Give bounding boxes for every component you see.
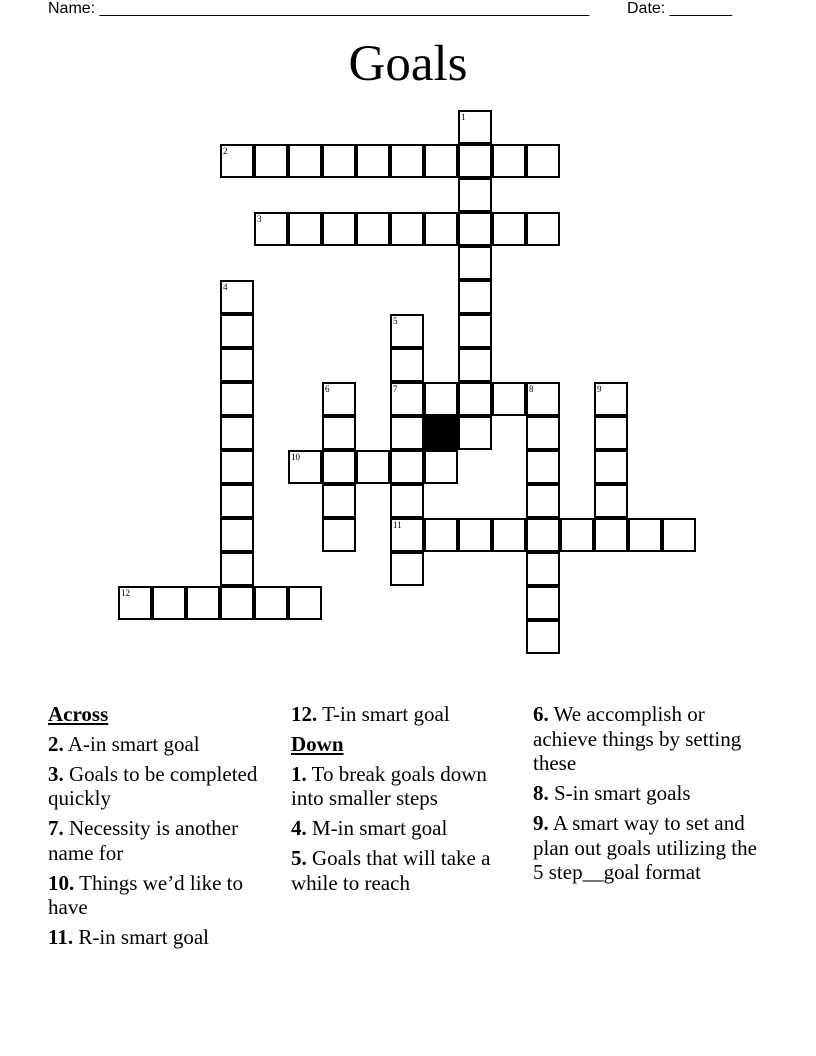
across-clue-list-continued [291, 702, 521, 727]
clue-item-number: 5. [291, 846, 307, 870]
name-field-label[interactable]: Name: _______________________________________________________ [48, 0, 589, 17]
clue-number: 10 [291, 452, 300, 462]
grid-cell[interactable] [526, 586, 560, 620]
grid-cell[interactable] [220, 382, 254, 416]
clue-number: 7 [393, 384, 398, 394]
grid-cell[interactable] [526, 416, 560, 450]
clue-item-number: 4. [291, 816, 307, 840]
grid-cell[interactable] [628, 518, 662, 552]
grid-cell[interactable] [594, 450, 628, 484]
grid-cell[interactable] [526, 144, 560, 178]
grid-cell[interactable] [322, 144, 356, 178]
grid-cell[interactable] [390, 382, 424, 416]
grid-cell[interactable] [458, 280, 492, 314]
across-heading: Across [48, 702, 109, 726]
grid-cell[interactable] [424, 450, 458, 484]
grid-cell[interactable] [322, 382, 356, 416]
clue-item [533, 702, 763, 776]
grid-cell[interactable] [458, 348, 492, 382]
down-heading: Down [291, 732, 344, 756]
clue-column-3 [533, 702, 763, 890]
clue-item-text: Necessity is another name for [48, 816, 239, 865]
clue-item [533, 811, 763, 885]
grid-cell[interactable] [322, 484, 356, 518]
grid-cell[interactable] [390, 450, 424, 484]
grid-cell[interactable] [390, 518, 424, 552]
clue-item [48, 925, 278, 950]
grid-cell[interactable] [220, 518, 254, 552]
down-clue-list-continued [533, 702, 763, 885]
grid-cell[interactable] [220, 484, 254, 518]
grid-cell[interactable] [458, 382, 492, 416]
grid-cell[interactable] [322, 518, 356, 552]
grid-cell[interactable] [424, 144, 458, 178]
page-title: Goals [348, 36, 468, 92]
clue-item-number: 11. [48, 925, 74, 949]
grid-cell[interactable] [220, 416, 254, 450]
grid-cell[interactable] [526, 212, 560, 246]
blocked-cell [424, 416, 458, 450]
clue-item [533, 781, 763, 806]
grid-cell[interactable] [458, 178, 492, 212]
grid-cell[interactable] [526, 620, 560, 654]
clue-number: 3 [257, 214, 262, 224]
grid-cell[interactable] [594, 416, 628, 450]
grid-cell[interactable] [390, 552, 424, 586]
grid-cell[interactable] [492, 518, 526, 552]
clue-number: 2 [223, 146, 228, 156]
grid-cell[interactable] [220, 280, 254, 314]
grid-cell[interactable] [220, 314, 254, 348]
clue-item-number: 3. [48, 761, 64, 786]
clue-item-number: 7. [48, 816, 64, 840]
grid-cell[interactable] [662, 518, 696, 552]
grid-cell[interactable] [288, 450, 322, 484]
clue-column-1 [48, 702, 278, 955]
grid-cell[interactable] [594, 484, 628, 518]
grid-cell[interactable] [356, 212, 390, 246]
clue-number: 6 [325, 384, 330, 394]
clue-item [48, 816, 278, 865]
clue-number: 1 [461, 112, 466, 122]
clue-item [291, 846, 521, 895]
down-clue-list [291, 762, 521, 896]
grid-cell[interactable] [526, 518, 560, 552]
grid-cell[interactable] [390, 348, 424, 382]
clue-item-text: T-in smart goal [317, 702, 450, 726]
grid-cell[interactable] [458, 416, 492, 450]
grid-cell[interactable] [288, 144, 322, 178]
clue-item-text: R-in smart goal [73, 925, 209, 949]
clue-item [291, 702, 521, 727]
clue-number: 4 [223, 282, 228, 292]
grid-cell[interactable] [356, 450, 390, 484]
grid-cell[interactable] [492, 212, 526, 246]
grid-cell[interactable] [254, 586, 288, 620]
date-field-label[interactable]: Date: _______ [627, 0, 732, 17]
clue-column-2 [291, 702, 521, 901]
grid-cell[interactable] [356, 144, 390, 178]
clue-item-text: Things we’d like to have [48, 870, 244, 919]
clue-number: 8 [529, 384, 534, 394]
clue-item [48, 762, 278, 811]
grid-cell[interactable] [458, 144, 492, 178]
across-clue-list [48, 732, 278, 950]
grid-cell[interactable] [220, 586, 254, 620]
grid-cell[interactable] [526, 552, 560, 586]
clue-number: 11 [393, 520, 402, 530]
clue-item-number: 12. [291, 702, 318, 726]
grid-cell[interactable] [424, 382, 458, 416]
clue-item-text: A smart way to set and plan out goals utilizing the 5 step__goal format [533, 811, 757, 884]
clue-item-number: 6. [533, 702, 549, 726]
clue-item-number: 9. [533, 811, 549, 835]
grid-cell[interactable] [492, 144, 526, 178]
grid-cell[interactable] [390, 212, 424, 246]
grid-cell[interactable] [390, 314, 424, 348]
clue-item-text: Goals that will take a while to reach [291, 846, 491, 895]
clue-item-number: 2. [48, 731, 64, 756]
grid-cell[interactable] [220, 552, 254, 586]
grid-cell[interactable] [458, 314, 492, 348]
clue-item-text: Goals to be completed quickly [48, 761, 258, 810]
grid-cell[interactable] [424, 518, 458, 552]
grid-cell[interactable] [322, 416, 356, 450]
clue-number: 5 [393, 316, 398, 326]
grid-cell[interactable] [220, 450, 254, 484]
clue-item-text: A-in smart goal [63, 731, 200, 756]
grid-cell[interactable] [288, 212, 322, 246]
grid-cell[interactable] [526, 382, 560, 416]
grid-cell[interactable] [458, 518, 492, 552]
grid-cell[interactable] [220, 144, 254, 178]
grid-cell[interactable] [458, 212, 492, 246]
clue-item-text: We accomplish or achieve things by setting these [533, 702, 742, 775]
clue-item [291, 816, 521, 841]
clue-item-number: 1. [291, 761, 307, 786]
grid-cell[interactable] [322, 450, 356, 484]
grid-cell[interactable] [288, 586, 322, 620]
grid-cell[interactable] [424, 212, 458, 246]
clue-item-text: To break goals down into smaller steps [291, 761, 487, 810]
grid-cell[interactable] [594, 382, 628, 416]
clue-item [48, 732, 278, 757]
grid-cell[interactable] [254, 212, 288, 246]
grid-cell[interactable] [152, 586, 186, 620]
grid-cell[interactable] [390, 144, 424, 178]
grid-cell[interactable] [390, 484, 424, 518]
grid-cell[interactable] [186, 586, 220, 620]
clue-number: 9 [597, 384, 602, 394]
grid-cell[interactable] [118, 586, 152, 620]
grid-cell[interactable] [526, 484, 560, 518]
grid-cell[interactable] [322, 212, 356, 246]
grid-cell[interactable] [594, 518, 628, 552]
clue-item [291, 762, 521, 811]
clue-item-number: 8. [533, 781, 549, 805]
grid-cell[interactable] [492, 382, 526, 416]
grid-cell[interactable] [560, 518, 594, 552]
grid-cell[interactable] [526, 450, 560, 484]
grid-cell[interactable] [458, 110, 492, 144]
grid-cell[interactable] [254, 144, 288, 178]
clue-number: 12 [121, 588, 130, 598]
clue-item-number: 10. [48, 870, 75, 895]
clue-item-text: S-in smart goals [548, 781, 691, 805]
grid-cell[interactable] [458, 246, 492, 280]
clue-item [48, 871, 278, 920]
grid-cell[interactable] [220, 348, 254, 382]
grid-cell[interactable] [390, 416, 424, 450]
clue-item-text: M-in smart goal [306, 816, 448, 840]
